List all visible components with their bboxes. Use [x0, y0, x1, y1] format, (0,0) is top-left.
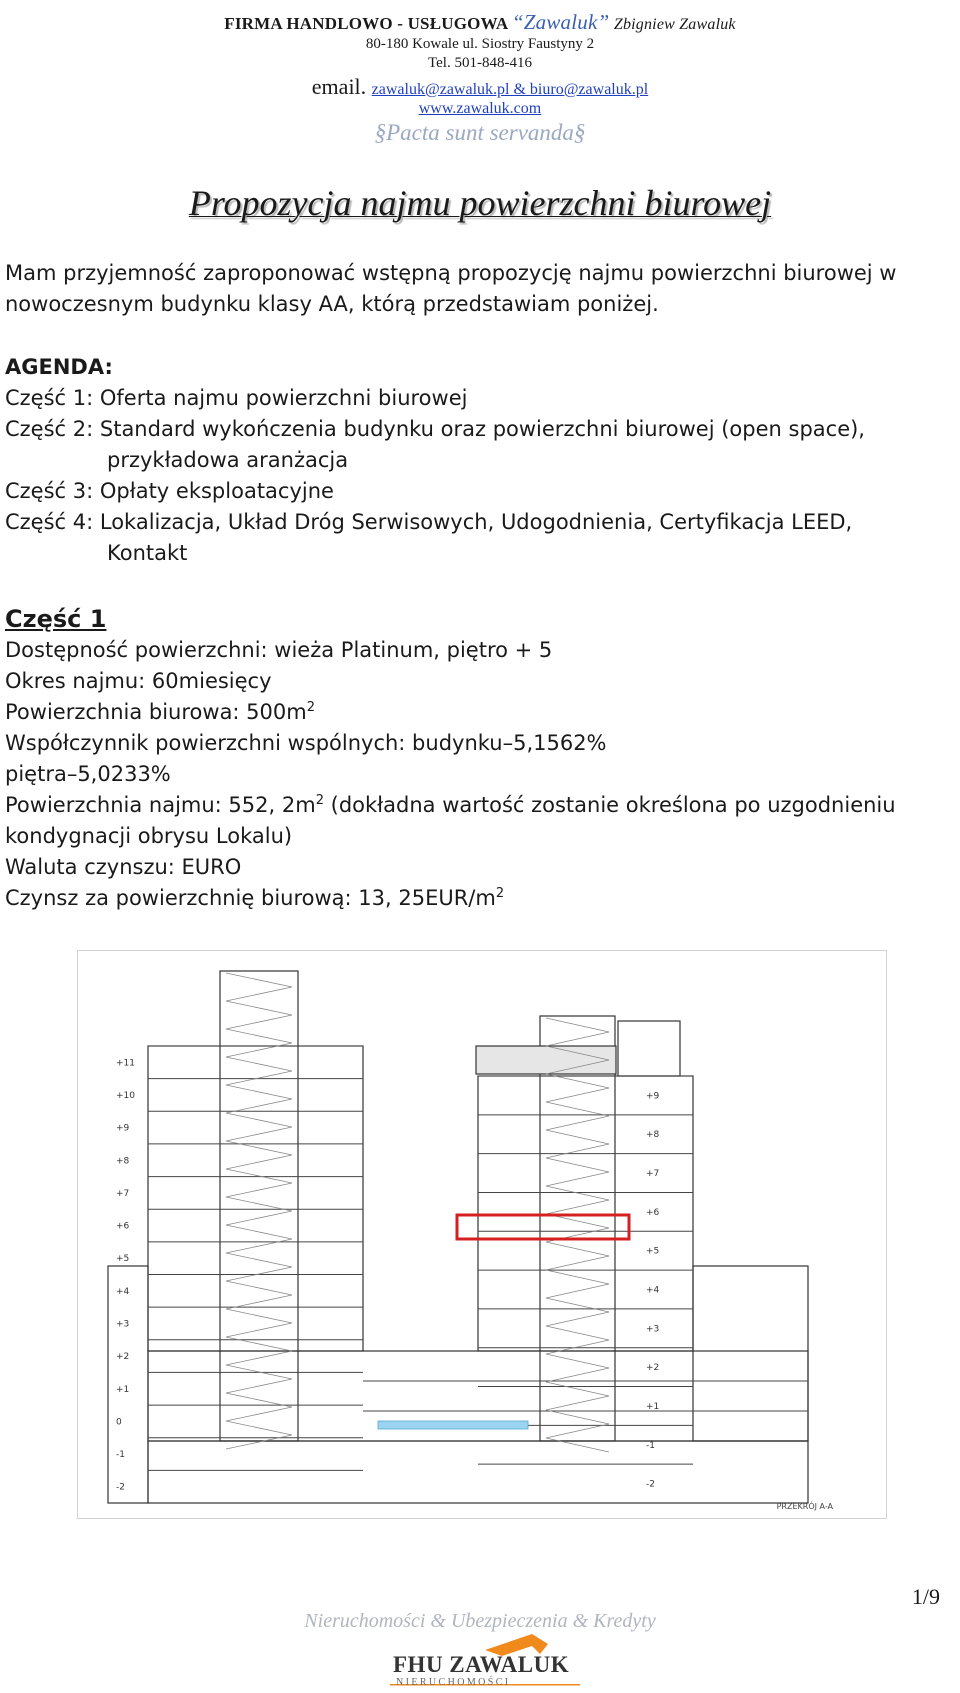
left-tower-outline [148, 1046, 363, 1351]
intro-line-2: nowoczesnym budynku klasy AA, którą przedstawiam poniżej. [5, 292, 659, 316]
part1-section [5, 604, 950, 914]
stair-flight [226, 1183, 292, 1197]
stair-flight [546, 1158, 609, 1172]
pool [378, 1421, 528, 1429]
right-level-label: +9 [646, 1091, 660, 1102]
superscript: 2 [306, 700, 316, 715]
rent-line [5, 883, 950, 914]
stair-flight [546, 1186, 609, 1200]
stair-flight [546, 1200, 609, 1214]
stair-flight [226, 1337, 292, 1351]
left-level-label: +10 [116, 1090, 135, 1101]
stair-flight [546, 1102, 609, 1116]
stair-flight [226, 1057, 292, 1071]
agenda-item-2-cont: przykładowa aranżacja [107, 448, 349, 472]
brand-name: “Zawaluk” [511, 10, 610, 34]
stair-flight [546, 1368, 609, 1382]
website-link[interactable]: www.zawaluk.com [418, 100, 542, 117]
address: 80-180 Kowale ul. Siostry Faustyny 2 [365, 36, 595, 52]
lease-area-line [5, 790, 950, 821]
superscript: 2 [495, 886, 505, 901]
document-title: Propozycja najmu powierzchni biurowej [188, 183, 772, 223]
stair-flight [226, 1253, 292, 1267]
stair-flight [226, 1309, 292, 1323]
stair-flight [546, 1354, 609, 1368]
right-level-label: +2 [646, 1363, 660, 1374]
left-level-label: -1 [116, 1450, 125, 1461]
email-line [0, 74, 960, 100]
stair-flight [226, 1239, 292, 1253]
agenda-item-4: Część 4: Lokalizacja, Układ Dróg Serwisowych, Udogodnienia, Certyfikacja LEED, [5, 510, 853, 534]
right-level-label: +7 [646, 1169, 660, 1180]
stair-flight [546, 1396, 609, 1410]
stair-flight [546, 1018, 609, 1032]
email-separator: & [509, 81, 530, 98]
stair-flight [546, 1424, 609, 1438]
left-level-label: +4 [116, 1286, 130, 1297]
stair-flight [226, 1113, 292, 1127]
stair-flight [226, 1435, 292, 1449]
stair-flight [546, 1172, 609, 1186]
stair-flight [546, 1256, 609, 1270]
stair-flight [226, 1281, 292, 1295]
left-level-label: +11 [116, 1058, 135, 1069]
stair-flight [226, 1015, 292, 1029]
basement-outline [148, 1441, 808, 1503]
right-level-label: +1 [646, 1401, 660, 1412]
stair-flight [226, 1351, 292, 1365]
intro-paragraph [5, 258, 950, 320]
stair-flight [226, 1071, 292, 1085]
stair-flight [546, 1312, 609, 1326]
intro-line-1: Mam przyjemność zaproponować wstępną propozycję najmu powierzchni biurowej w [5, 261, 897, 285]
left-level-label: 0 [116, 1417, 122, 1428]
company-line [0, 10, 960, 35]
lease-area-note-cont: kondygnacji obrysu Lokalu) [5, 824, 293, 848]
owner-name: Zbigniew Zawaluk [613, 16, 736, 33]
left-level-label: -2 [116, 1482, 125, 1493]
stair-flight [546, 1438, 609, 1452]
stair-flight [546, 1144, 609, 1158]
right-stair-core [540, 1016, 615, 1441]
floor-factor: piętra–5,0233% [5, 762, 171, 786]
right-roof-box [618, 1021, 680, 1076]
section-label: PRZEKRÓJ A-A [776, 1502, 833, 1511]
footer-tagline: Nieruchomości & Ubezpieczenia & Kredyty [304, 1610, 656, 1632]
right-roof-structure [476, 1046, 616, 1074]
left-level-label: +1 [116, 1384, 130, 1395]
agenda-item-1: Część 1: Oferta najmu powierzchni biurowej [5, 386, 468, 410]
left-level-label: +6 [116, 1221, 130, 1232]
stair-flight [226, 973, 292, 987]
stair-flight [226, 987, 292, 1001]
stair-flight [226, 1001, 292, 1015]
right-level-label: +5 [646, 1246, 660, 1257]
stair-flight [226, 1421, 292, 1435]
right-level-label: +3 [646, 1324, 660, 1335]
left-level-label: +3 [116, 1319, 130, 1330]
logo-subtitle: NIERUCHOMOŚCI [396, 1677, 511, 1688]
left-level-label: +7 [116, 1188, 130, 1199]
part1-heading: Część 1 [5, 605, 107, 633]
stair-flight [226, 1323, 292, 1337]
section-svg [78, 951, 886, 1518]
stair-flight [226, 1141, 292, 1155]
stair-flight [546, 1116, 609, 1130]
letterhead [0, 10, 960, 146]
stair-flight [226, 1155, 292, 1169]
stair-flight [546, 1410, 609, 1424]
lease-area: Powierzchnia najmu: 552, 2m [5, 793, 316, 817]
stair-flight [546, 1340, 609, 1354]
left-level-label: +8 [116, 1156, 130, 1167]
motto: §Pacta sunt servanda§ [374, 120, 586, 145]
stair-flight [546, 1326, 609, 1340]
stair-flight [546, 1284, 609, 1298]
stair-flight [546, 1298, 609, 1312]
currency: Waluta czynszu: EURO [5, 855, 242, 879]
stair-flight [226, 1169, 292, 1183]
phone: Tel. 501-848-416 [428, 55, 532, 71]
stair-flight [226, 1127, 292, 1141]
logo-text: FHU ZAWALUK [393, 1652, 570, 1677]
superscript: 2 [315, 793, 324, 808]
email-link-2[interactable]: biuro@zawaluk.pl [529, 81, 649, 98]
agenda-section [5, 352, 950, 569]
right-level-label: +6 [646, 1207, 660, 1218]
company-prefix: FIRMA HANDLOWO - USŁUGOWA [224, 14, 508, 33]
footer-logo [390, 1634, 580, 1690]
stair-flight [546, 1032, 609, 1046]
stair-flight [546, 1242, 609, 1256]
stair-flight [226, 1225, 292, 1239]
stair-flight [226, 1043, 292, 1057]
right-low-block [693, 1266, 808, 1441]
email-link-1[interactable]: zawaluk@zawaluk.pl [371, 81, 510, 98]
email-label: email. [311, 74, 367, 99]
stair-flight [546, 1088, 609, 1102]
agenda-item-3: Część 3: Opłaty eksploatacyjne [5, 479, 334, 503]
stair-flight [226, 1029, 292, 1043]
page-number: 1/9 [911, 1584, 940, 1609]
agenda-item-4-cont: Kontakt [107, 541, 188, 565]
right-level-label: -1 [646, 1440, 655, 1451]
availability: Dostępność powierzchni: wieża Platinum, piętro + 5 [5, 638, 553, 662]
building-section-drawing [77, 950, 887, 1519]
stair-flight [226, 1379, 292, 1393]
stair-flight [546, 1382, 609, 1396]
agenda-item-2: Część 2: Standard wykończenia budynku oraz powierzchni biurowej (open space), [5, 417, 865, 441]
stair-flight [226, 1407, 292, 1421]
right-level-label: +4 [646, 1285, 660, 1296]
office-area: Powierzchnia biurowa: 500m [5, 700, 307, 724]
stair-flight [226, 1211, 292, 1225]
lease-term: Okres najmu: 60miesięcy [5, 669, 272, 693]
stair-flight [546, 1130, 609, 1144]
lease-area-note: (dokładna wartość zostanie określona po uzgodnieniu [323, 793, 896, 817]
stair-flight [226, 1085, 292, 1099]
stair-flight [546, 1270, 609, 1284]
right-level-label: -2 [646, 1479, 655, 1490]
left-level-label: +5 [116, 1254, 130, 1265]
office-area-line [5, 697, 950, 728]
agenda-heading: AGENDA: [5, 355, 113, 379]
left-level-label: +9 [116, 1123, 130, 1134]
right-level-label: +8 [646, 1130, 660, 1141]
common-factor: Współczynnik powierzchni wspólnych: budynku–5,1562% [5, 731, 607, 755]
left-level-label: +2 [116, 1352, 130, 1363]
rent: Czynsz za powierzchnię biurową: 13, 25EUR/m [5, 886, 496, 910]
